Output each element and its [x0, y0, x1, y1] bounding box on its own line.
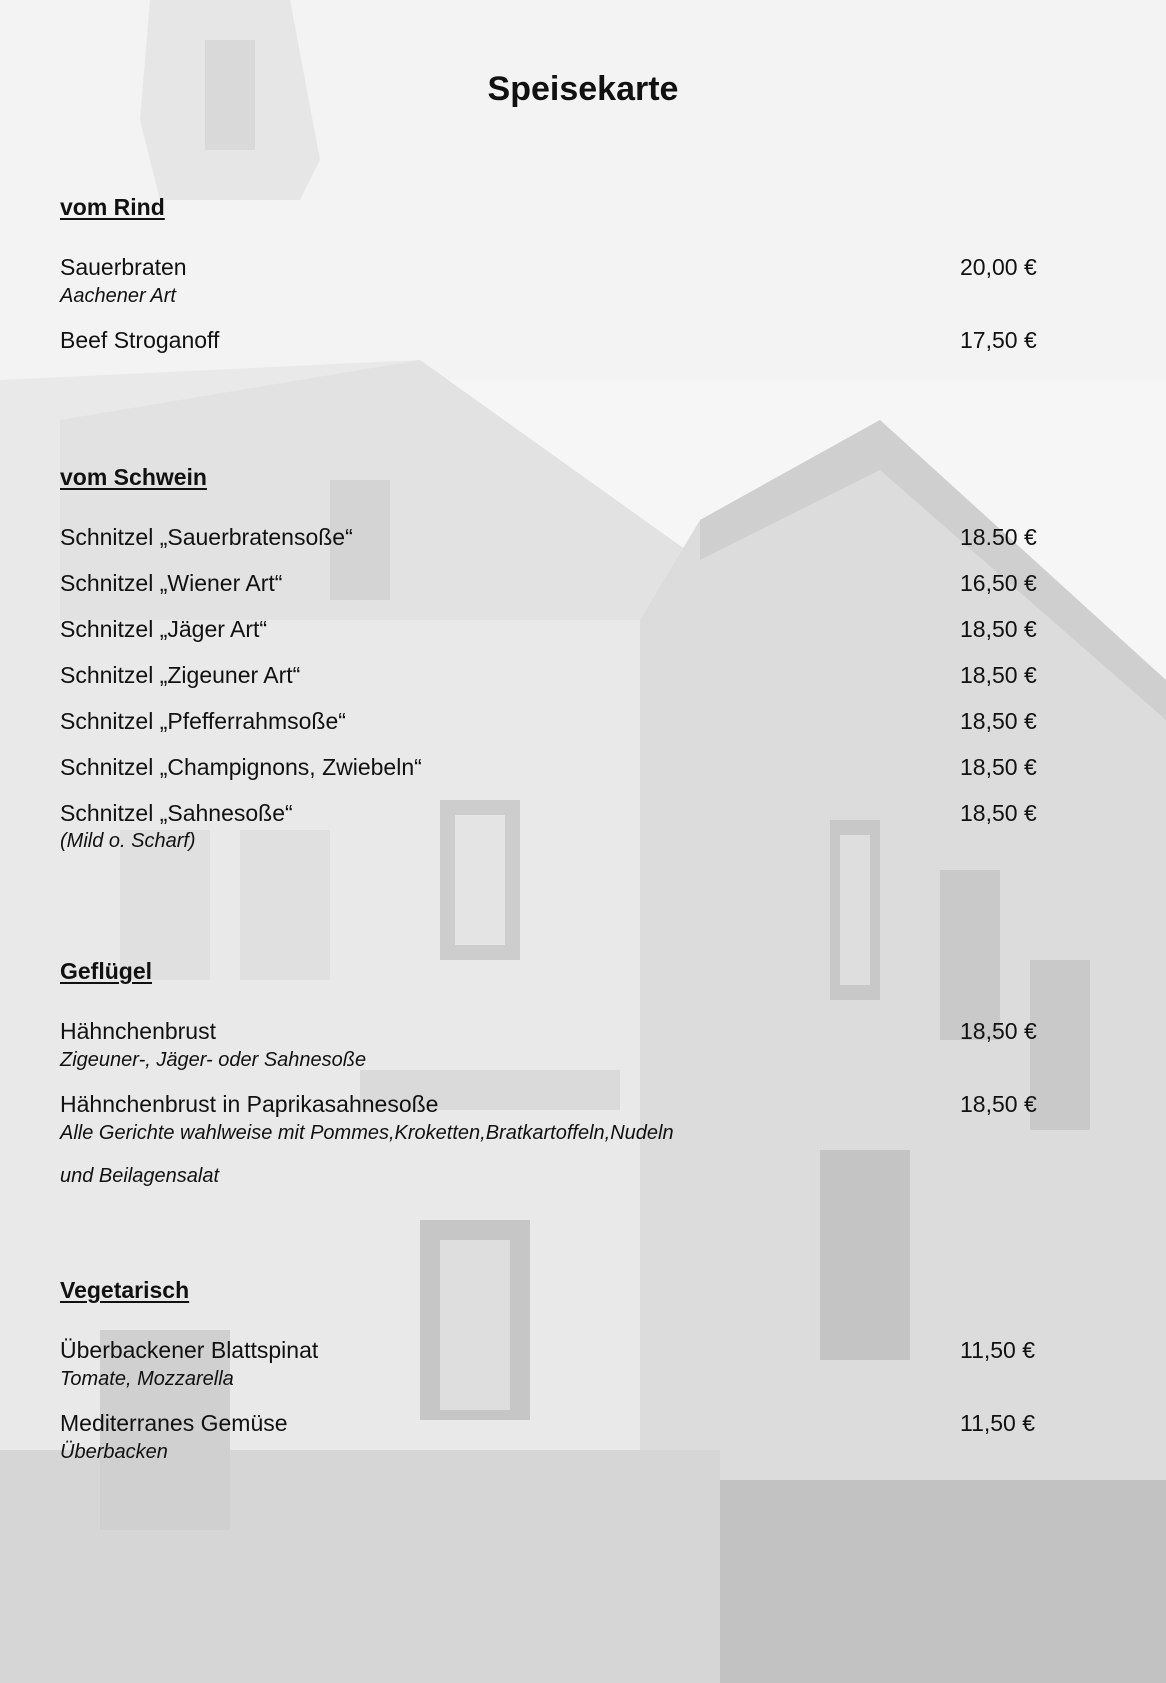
menu-item-price: 17,50 € [960, 327, 1037, 353]
menu-item-price: 11,50 € [960, 1410, 1036, 1436]
menu-item-description: Überbacken [60, 1441, 168, 1463]
menu-item-price: 18.50 € [960, 524, 1037, 550]
menu-item-name: Hähnchenbrust [60, 1018, 216, 1044]
menu-item-name: Beef Stroganoff [60, 327, 220, 353]
menu-item-price: 18,50 € [960, 616, 1037, 642]
menu-item-name: Schnitzel „Champignons, Zwiebeln“ [60, 754, 422, 780]
menu-item-description: Tomate, Mozzarella [60, 1368, 234, 1390]
menu-item-price: 18,50 € [960, 1018, 1037, 1044]
menu-item-description: Alle Gerichte wahlweise mit Pommes,Kroketten,Bratkartoffeln,Nudeln [60, 1122, 674, 1144]
menu-item-name: Schnitzel „Sauerbratensoße“ [60, 524, 353, 550]
menu-item-name: Sauerbraten [60, 254, 187, 280]
side-dish-note: und Beilagensalat [60, 1165, 220, 1187]
menu-item-name: Mediterranes Gemüse [60, 1410, 288, 1436]
section-heading-schwein: vom Schwein [60, 464, 207, 490]
menu-item-price: 20,00 € [960, 254, 1037, 280]
menu-item-description: (Mild o. Scharf) [60, 830, 196, 852]
menu-item-price: 18,50 € [960, 1091, 1037, 1117]
menu-item-price: 18,50 € [960, 662, 1037, 688]
section-heading-gefluegel: Geflügel [60, 958, 153, 984]
menu-item-price: 18,50 € [960, 754, 1037, 780]
menu-item-name: Schnitzel „Jäger Art“ [60, 616, 268, 642]
menu-item-price: 18,50 € [960, 800, 1037, 826]
menu-item-name: Überbackener Blattspinat [60, 1337, 319, 1363]
menu-item-description: Aachener Art [60, 285, 176, 307]
menu-item-name: Schnitzel „Wiener Art“ [60, 570, 283, 596]
menu-item-price: 18,50 € [960, 708, 1037, 734]
page-title: Speisekarte [487, 70, 679, 108]
menu-item-price: 16,50 € [960, 570, 1037, 596]
menu-item-name: Hähnchenbrust in Paprikasahnesoße [60, 1091, 439, 1117]
menu-item-name: Schnitzel „Zigeuner Art“ [60, 662, 301, 688]
menu-item-name: Schnitzel „Sahnesoße“ [60, 800, 293, 826]
section-heading-rind: vom Rind [60, 194, 165, 220]
section-heading-vegetarisch: Vegetarisch [60, 1277, 190, 1303]
menu-item-name: Schnitzel „Pfefferrahmsoße“ [60, 708, 346, 734]
menu-item-price: 11,50 € [960, 1337, 1036, 1363]
menu-item-description: Zigeuner-, Jäger- oder Sahnesoße [60, 1049, 367, 1071]
